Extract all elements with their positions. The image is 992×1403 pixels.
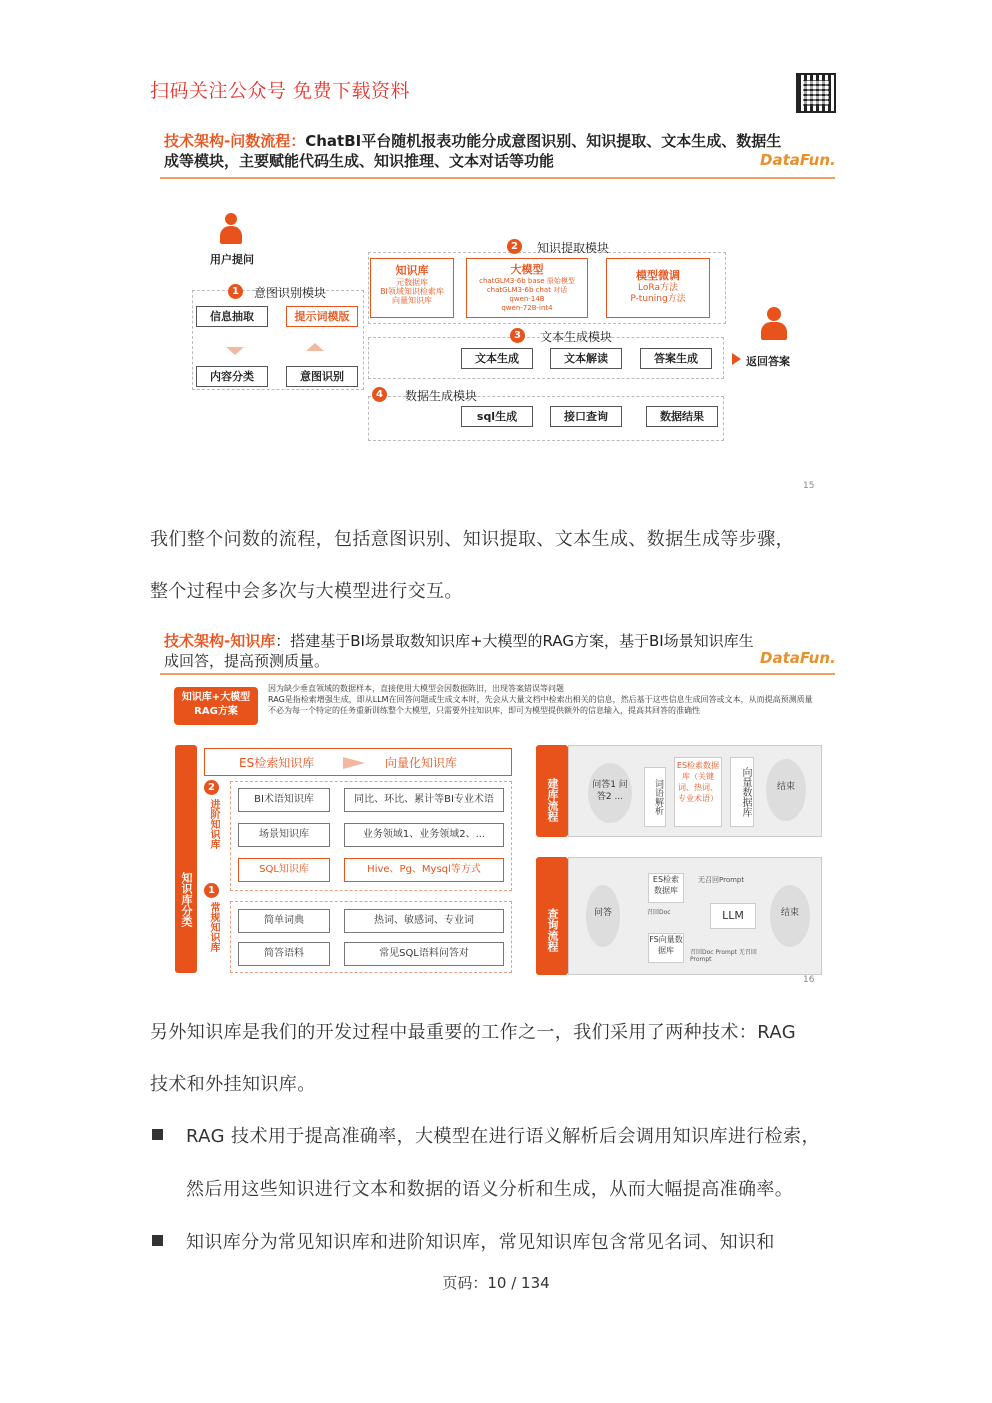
agent-icon <box>760 307 788 341</box>
promo-header: 扫码关注公众号 免费下载资料 <box>150 80 411 102</box>
basic-row-1-value: 热词、敏感词、专业词 <box>344 909 504 933</box>
query-fs-node: FS向量数据库 <box>648 933 684 963</box>
llm-line-3: qwen-14B <box>509 295 545 303</box>
build-qa-node: 问答1 问答2 ... <box>588 763 632 823</box>
slide-2-title-rest: ：搭建基于BI场景取数知识库+大模型的RAG方案，基于BI场景知识库生 <box>275 632 754 650</box>
kb-line-3: 向量知识库 <box>392 296 432 305</box>
slide-2-title <box>164 631 824 671</box>
user-icon <box>218 213 244 245</box>
user-label: 用户提问 <box>210 253 254 266</box>
module-1-name: 意图识别模块 <box>254 286 327 300</box>
page-counter: 页码：10 / 134 <box>442 1274 550 1292</box>
datafun-logo: DataFun. <box>760 151 836 169</box>
qr-code-icon <box>796 73 836 113</box>
ft-line-2: P-tuning方法 <box>630 294 686 304</box>
query-es-node: ES检索数据库 <box>648 873 684 903</box>
advanced-kb-label: 进阶知识库 <box>208 799 219 849</box>
slide-2-title-highlight: 技术架构-知识库 <box>164 632 276 650</box>
llm-title: 大模型 <box>510 263 544 276</box>
info-extract-box: 信息抽取 <box>196 306 268 327</box>
slide-1-title-line2: 成等模块，主要赋能代码生成、知识推理、文本对话等功能 <box>164 152 555 170</box>
module-2-name: 知识提取模块 <box>537 241 610 255</box>
module-1-number: 1 <box>228 284 243 299</box>
knowledge-base-card <box>370 258 454 318</box>
llm-card <box>466 258 588 318</box>
slide-1 <box>150 125 840 500</box>
bullet-2-line-1: 知识库分为常见知识库和进阶知识库，常见知识库包含常见名词、知识和 <box>186 1232 775 1253</box>
kb-title: 知识库 <box>395 264 429 277</box>
slide-2-page-number: 16 <box>803 975 815 985</box>
rag-tag: 知识库+大模型RAG方案 <box>174 687 258 725</box>
intent-recognize-box: 意图识别 <box>286 366 358 387</box>
slide-1-title-rest: ChatBI平台随机报表功能分成意图识别、知识提取、文本生成、数据生 <box>305 132 782 150</box>
rag-point-1: 因为缺少垂直领域的数据样本，直接使用大模型会因数据陈旧，出现答案错误等问题 <box>268 684 564 693</box>
slide-1-title-highlight: 技术架构-问数流程： <box>164 132 306 150</box>
slide-1-page-number: 15 <box>803 481 815 491</box>
down-chevron-icon <box>226 347 244 355</box>
up-chevron-icon <box>306 343 324 351</box>
query-question-node: 问答 <box>586 885 620 947</box>
query-flow-label: 查询流程 <box>536 857 568 975</box>
rag-point-3: 不必为每一个特定的任务重新训练整个大模型，只需要外挂知识库，即可为模型提供额外的信息输入，提高其回答的准确性 <box>268 706 700 715</box>
bullet-square-icon <box>152 1235 163 1246</box>
adv-row-3-value: Hive、Pg、Mysql等方式 <box>344 858 504 882</box>
paragraph-2-line-1: 另外知识库是我们的开发过程中最重要的工作之一，我们采用了两种技术：RAG <box>150 1022 797 1043</box>
bullet-1-line-1: RAG 技术用于提高准确率，大模型在进行语义解析后会调用知识库进行检索， <box>186 1126 820 1147</box>
bullet-1-line-2: 然后用这些知识进行文本和数据的语义分析和生成，从而大幅提高准确率。 <box>186 1179 794 1200</box>
module-4-number: 4 <box>372 387 387 402</box>
query-recall-prompt-label: 召回Doc Prompt 无召回Prompt <box>690 949 757 963</box>
return-label: 返回答案 <box>746 355 790 368</box>
paragraph-2-line-2: 技术和外挂知识库。 <box>150 1074 316 1095</box>
kb-category-label: 知识库分类 <box>175 745 197 973</box>
sql-gen-box: sql生成 <box>461 406 533 427</box>
module-2-number: 2 <box>507 239 522 254</box>
slide-2-title-line2: 成回答，提高预测质量。 <box>164 652 330 670</box>
rag-point-2: RAG是指检索增强生成，即从LLM在回答问题或生成文本时，先会从大量文档中检索出相关的信息，然后基于这些信息生成回答或文本，从而提高预测质量 <box>268 695 813 704</box>
build-es-node: ES检索数据库（关键词、热词、专业术语） <box>674 757 722 827</box>
module-3-number: 3 <box>510 328 525 343</box>
text-gen-box: 文本生成 <box>461 348 533 369</box>
slide-2 <box>150 625 840 990</box>
build-vector-node: 向量数据库 <box>730 757 754 827</box>
finetune-card <box>606 258 710 318</box>
text-interpret-box: 文本解读 <box>550 348 622 369</box>
datafun-logo-2: DataFun. <box>760 649 836 667</box>
query-llm-node: LLM <box>710 903 756 929</box>
basic-row-1-key: 简单词典 <box>238 909 330 933</box>
es-kb-label: ES检索知识库 <box>239 756 315 770</box>
adv-row-2-value: 业务领域1、业务领域2、... <box>344 823 504 847</box>
module-3-name: 文本生成模块 <box>540 330 613 344</box>
query-recall-doc-label: 召回Doc <box>647 909 671 916</box>
paragraph-1-line-1: 我们整个问数的流程，包括意图识别、知识提取、文本生成、数据生成等步骤， <box>150 529 794 550</box>
api-query-box: 接口查询 <box>550 406 622 427</box>
basic-row-2-key: 简答语料 <box>238 942 330 966</box>
build-end-node: 结束 <box>766 759 806 821</box>
rag-points <box>268 683 828 716</box>
ft-title: 模型微调 <box>636 269 680 282</box>
right-arrow-icon <box>343 757 365 769</box>
kb-line-1: 元数据库 <box>396 278 428 287</box>
paragraph-1-line-2: 整个过程中会多次与大模型进行交互。 <box>150 581 463 602</box>
content-classify-box: 内容分类 <box>196 366 268 387</box>
data-result-box: 数据结果 <box>646 406 718 427</box>
query-no-recall-label: 无召回Prompt <box>698 876 745 884</box>
adv-row-1-value: 同比、环比、累计等BI专业术语 <box>344 788 504 812</box>
slide-2-rule <box>160 673 835 675</box>
slide-1-rule <box>160 177 835 179</box>
build-parse-node: 词语解析 <box>644 767 666 827</box>
llm-line-2: chatGLM3-6b chat 对话 <box>486 286 568 294</box>
kb-line-2: BI领域知识检索库 <box>380 287 444 296</box>
adv-row-2-key: 场景知识库 <box>238 823 330 847</box>
basic-kb-label: 常规知识库 <box>208 902 219 952</box>
slide-1-title <box>164 131 824 171</box>
ft-line-1: LoRa方法 <box>638 283 678 293</box>
llm-line-4: qwen-72B-int4 <box>501 304 553 312</box>
adv-row-3-key: SQL知识库 <box>238 858 330 882</box>
answer-gen-box: 答案生成 <box>640 348 712 369</box>
prompt-template-box: 提示词模版 <box>286 306 358 327</box>
vector-kb-label: 向量化知识库 <box>385 756 458 770</box>
right-arrow-icon <box>732 353 741 365</box>
query-end-node: 结束 <box>770 885 810 947</box>
basic-kb-number: 1 <box>204 883 219 898</box>
llm-line-1: chatGLM3-6b base 原始模型 <box>479 277 575 285</box>
es-vector-banner <box>204 748 512 776</box>
basic-row-2-value: 常见SQL语料问答对 <box>344 942 504 966</box>
module-4-name: 数据生成模块 <box>405 389 478 403</box>
bullet-square-icon <box>152 1129 163 1140</box>
build-flow-label: 建库流程 <box>536 745 568 837</box>
advanced-kb-number: 2 <box>204 780 219 795</box>
adv-row-1-key: BI术语知识库 <box>238 788 330 812</box>
